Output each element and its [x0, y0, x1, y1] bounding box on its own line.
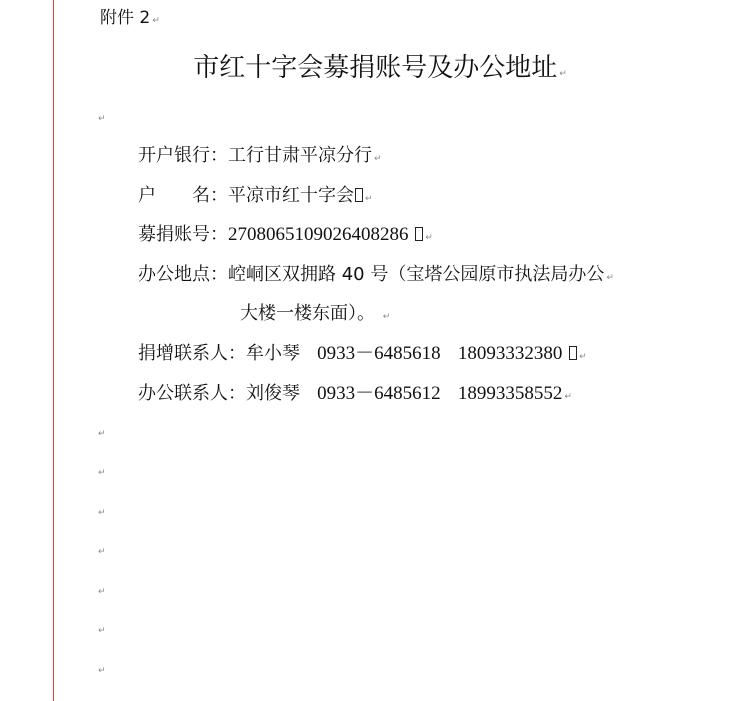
missing-glyph-icon [569, 346, 577, 360]
field-label: 户 名： [138, 185, 228, 206]
field-value: 平凉市红十字会 [228, 185, 354, 206]
field-label: 募捐账号： [138, 224, 228, 245]
field-office-address-continued [240, 301, 390, 330]
paragraph-mark-icon: ↵ [579, 352, 587, 362]
field-donation-contact [138, 341, 587, 370]
empty-paragraph: ↵ [98, 587, 106, 597]
paragraph-mark-icon: ↵ [374, 154, 382, 164]
field-label: 办公地点： [138, 264, 228, 285]
paragraph-mark-icon: ↵ [365, 194, 373, 204]
missing-glyph-icon [415, 227, 423, 241]
empty-paragraph: ↵ [98, 114, 106, 124]
field-bank [138, 143, 382, 172]
empty-paragraph: ↵ [98, 626, 106, 636]
empty-paragraph: ↵ [98, 666, 106, 676]
empty-paragraph: ↵ [98, 468, 106, 478]
contact-name: 刘俊琴 [246, 383, 300, 404]
field-office-address [138, 262, 614, 291]
contact-phone: 0933－6485612 [317, 383, 441, 404]
paragraph-mark-icon: ↵ [382, 312, 391, 322]
page-margin-line [53, 0, 54, 701]
title-text: 市红十字会募捐账号及办公地址 [193, 53, 558, 83]
field-label: 办公联系人： [138, 383, 246, 404]
line-break-mark-icon: ↵ [606, 273, 614, 283]
paragraph-mark-icon: ↵ [559, 69, 567, 79]
field-account-name [138, 183, 373, 212]
field-value: 2708065109026408286 [228, 224, 409, 245]
missing-glyph-icon [355, 188, 363, 202]
empty-paragraph: ↵ [98, 429, 106, 439]
field-value-continued: 大楼一楼东面）。 [240, 303, 375, 324]
field-value: 工行甘肃平凉分行 [228, 145, 372, 166]
paragraph-mark-icon: ↵ [152, 16, 160, 26]
field-account-number [138, 222, 433, 251]
attachment-text: 附件 2 [100, 8, 151, 28]
field-value: 崆峒区双拥路 40 号（宝塔公园原市执法局办公 [228, 264, 605, 285]
field-office-contact [138, 381, 572, 410]
paragraph-mark-icon: ↵ [425, 233, 433, 243]
contact-mobile: 18993358552 [457, 383, 563, 404]
contact-name: 牟小琴 [246, 343, 300, 364]
field-label: 开户银行： [138, 145, 228, 166]
paragraph-mark-icon: ↵ [564, 392, 572, 402]
empty-paragraph: ↵ [98, 547, 106, 557]
contact-phone: 0933－6485618 [317, 343, 441, 364]
field-label: 捐增联系人： [138, 343, 246, 364]
attachment-label [100, 6, 160, 33]
page-title [0, 48, 750, 94]
contact-mobile: 18093332380 [457, 343, 563, 364]
empty-paragraph: ↵ [98, 508, 106, 518]
